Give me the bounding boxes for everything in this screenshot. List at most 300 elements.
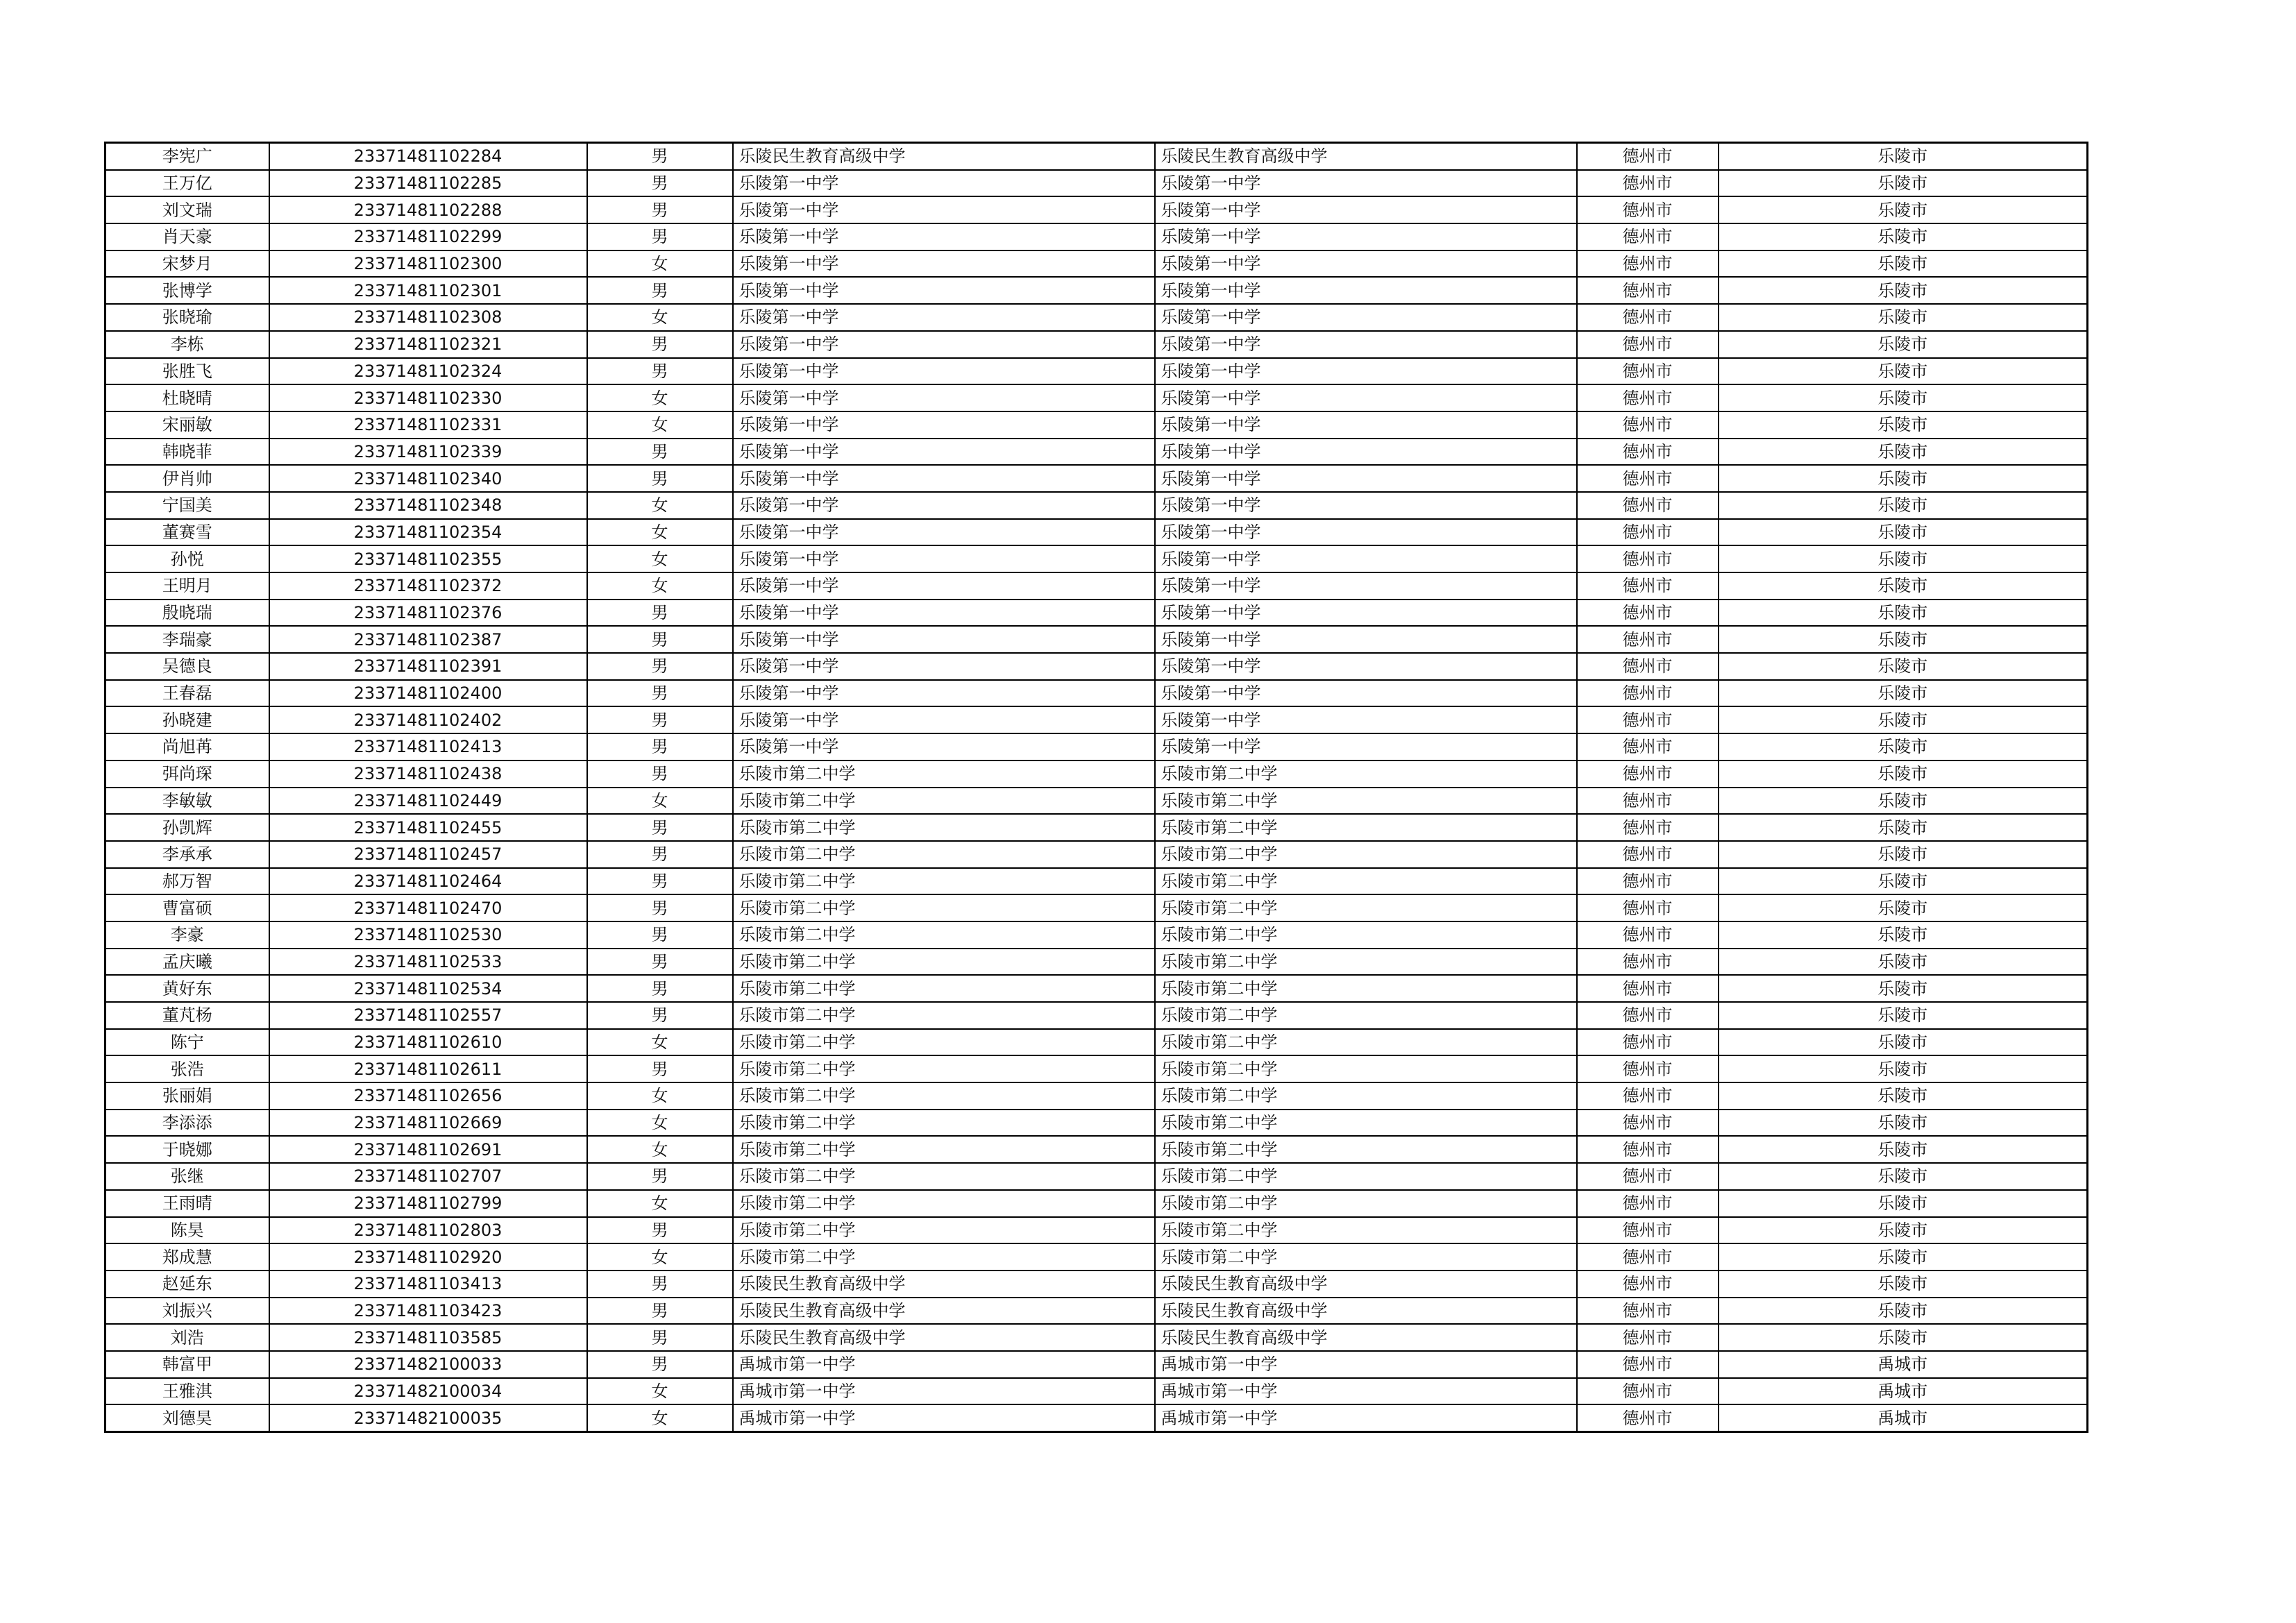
gender-cell: 男 — [587, 1324, 733, 1351]
name-cell: 孙悦 — [105, 545, 269, 572]
school-cell: 乐陵第一中学 — [733, 439, 1155, 466]
exam-id-cell: 23371482100033 — [269, 1351, 587, 1378]
registered-school-cell: 乐陵第一中学 — [1155, 196, 1577, 223]
county-cell: 乐陵市 — [1719, 841, 2088, 868]
county-cell: 乐陵市 — [1719, 760, 2088, 788]
county-cell: 乐陵市 — [1719, 411, 2088, 439]
city-cell: 德州市 — [1577, 1082, 1719, 1110]
table-row — [105, 519, 2088, 546]
name-cell: 董赛雪 — [105, 519, 269, 546]
school-cell: 乐陵民生教育高级中学 — [733, 1324, 1155, 1351]
exam-id-cell: 23371481102330 — [269, 384, 587, 411]
table-row — [105, 921, 2088, 949]
county-cell: 乐陵市 — [1719, 143, 2088, 170]
name-cell: 于晓娜 — [105, 1136, 269, 1163]
county-cell: 乐陵市 — [1719, 1002, 2088, 1029]
table-row — [105, 545, 2088, 572]
exam-id-cell: 23371481102803 — [269, 1217, 587, 1244]
school-cell: 乐陵市第二中学 — [733, 814, 1155, 841]
registered-school-cell: 乐陵市第二中学 — [1155, 1163, 1577, 1190]
city-cell: 德州市 — [1577, 545, 1719, 572]
school-cell: 乐陵第一中学 — [733, 411, 1155, 439]
registered-school-cell: 乐陵市第二中学 — [1155, 1082, 1577, 1110]
registered-school-cell: 乐陵市第二中学 — [1155, 949, 1577, 976]
county-cell: 乐陵市 — [1719, 653, 2088, 680]
gender-cell: 男 — [587, 894, 733, 921]
gender-cell: 女 — [587, 304, 733, 331]
city-cell: 德州市 — [1577, 277, 1719, 304]
school-cell: 乐陵市第二中学 — [733, 921, 1155, 949]
name-cell: 董芃杨 — [105, 1002, 269, 1029]
registered-school-cell: 禹城市第一中学 — [1155, 1378, 1577, 1405]
city-cell: 德州市 — [1577, 465, 1719, 492]
school-cell: 乐陵市第二中学 — [733, 1190, 1155, 1217]
table-row — [105, 1351, 2088, 1378]
gender-cell: 男 — [587, 814, 733, 841]
name-cell: 宁国美 — [105, 492, 269, 519]
gender-cell: 男 — [587, 1298, 733, 1325]
table-row — [105, 223, 2088, 250]
school-cell: 乐陵第一中学 — [733, 519, 1155, 546]
county-cell: 乐陵市 — [1719, 733, 2088, 760]
table-row — [105, 1271, 2088, 1298]
county-cell: 乐陵市 — [1719, 492, 2088, 519]
gender-cell: 女 — [587, 1378, 733, 1405]
city-cell: 德州市 — [1577, 1163, 1719, 1190]
county-cell: 乐陵市 — [1719, 814, 2088, 841]
table-row — [105, 788, 2088, 815]
table-row — [105, 733, 2088, 760]
exam-id-cell: 23371481102324 — [269, 358, 587, 385]
city-cell: 德州市 — [1577, 1055, 1719, 1082]
city-cell: 德州市 — [1577, 1217, 1719, 1244]
gender-cell: 女 — [587, 250, 733, 278]
table-body — [105, 143, 2088, 1432]
county-cell: 乐陵市 — [1719, 170, 2088, 197]
gender-cell: 男 — [587, 170, 733, 197]
gender-cell: 男 — [587, 841, 733, 868]
county-cell: 乐陵市 — [1719, 1324, 2088, 1351]
registered-school-cell: 乐陵市第二中学 — [1155, 1055, 1577, 1082]
exam-id-cell: 23371481102400 — [269, 680, 587, 707]
table-row — [105, 975, 2088, 1002]
gender-cell: 男 — [587, 680, 733, 707]
gender-cell: 男 — [587, 975, 733, 1002]
county-cell: 乐陵市 — [1719, 1298, 2088, 1325]
exam-id-cell: 23371481102610 — [269, 1029, 587, 1056]
registered-school-cell: 乐陵第一中学 — [1155, 331, 1577, 358]
name-cell: 韩晓菲 — [105, 439, 269, 466]
county-cell: 乐陵市 — [1719, 384, 2088, 411]
city-cell: 德州市 — [1577, 921, 1719, 949]
name-cell: 郑成慧 — [105, 1243, 269, 1271]
school-cell: 乐陵市第二中学 — [733, 1136, 1155, 1163]
name-cell: 李豪 — [105, 921, 269, 949]
registered-school-cell: 乐陵第一中学 — [1155, 358, 1577, 385]
gender-cell: 男 — [587, 358, 733, 385]
city-cell: 德州市 — [1577, 1378, 1719, 1405]
registered-school-cell: 乐陵市第二中学 — [1155, 760, 1577, 788]
registered-school-cell: 乐陵市第二中学 — [1155, 814, 1577, 841]
city-cell: 德州市 — [1577, 733, 1719, 760]
city-cell: 德州市 — [1577, 814, 1719, 841]
name-cell: 刘浩 — [105, 1324, 269, 1351]
registered-school-cell: 乐陵第一中学 — [1155, 492, 1577, 519]
exam-id-cell: 23371481102413 — [269, 733, 587, 760]
gender-cell: 男 — [587, 653, 733, 680]
city-cell: 德州市 — [1577, 250, 1719, 278]
county-cell: 禹城市 — [1719, 1404, 2088, 1431]
county-cell: 乐陵市 — [1719, 545, 2088, 572]
school-cell: 乐陵市第二中学 — [733, 1217, 1155, 1244]
name-cell: 张丽娟 — [105, 1082, 269, 1110]
school-cell: 乐陵市第二中学 — [733, 894, 1155, 921]
exam-id-cell: 23371481102557 — [269, 1002, 587, 1029]
registered-school-cell: 乐陵市第二中学 — [1155, 975, 1577, 1002]
school-cell: 乐陵民生教育高级中学 — [733, 1271, 1155, 1298]
exam-id-cell: 23371481102300 — [269, 250, 587, 278]
exam-id-cell: 23371481102611 — [269, 1055, 587, 1082]
table-row — [105, 760, 2088, 788]
table-row — [105, 1324, 2088, 1351]
table-row — [105, 653, 2088, 680]
city-cell: 德州市 — [1577, 1351, 1719, 1378]
exam-id-cell: 23371481102669 — [269, 1110, 587, 1137]
school-cell: 乐陵市第二中学 — [733, 1243, 1155, 1271]
exam-id-cell: 23371481102284 — [269, 143, 587, 170]
student-list-table — [104, 142, 2088, 1433]
county-cell: 乐陵市 — [1719, 921, 2088, 949]
name-cell: 李宪广 — [105, 143, 269, 170]
table-row — [105, 411, 2088, 439]
county-cell: 乐陵市 — [1719, 250, 2088, 278]
county-cell: 乐陵市 — [1719, 868, 2088, 895]
table-row — [105, 626, 2088, 653]
table-row — [105, 143, 2088, 170]
name-cell: 张博学 — [105, 277, 269, 304]
county-cell: 乐陵市 — [1719, 680, 2088, 707]
table-row — [105, 841, 2088, 868]
school-cell: 禹城市第一中学 — [733, 1378, 1155, 1405]
exam-id-cell: 23371481102438 — [269, 760, 587, 788]
registered-school-cell: 乐陵第一中学 — [1155, 223, 1577, 250]
name-cell: 刘振兴 — [105, 1298, 269, 1325]
city-cell: 德州市 — [1577, 384, 1719, 411]
exam-id-cell: 23371481103585 — [269, 1324, 587, 1351]
exam-id-cell: 23371481102449 — [269, 788, 587, 815]
city-cell: 德州市 — [1577, 143, 1719, 170]
gender-cell: 男 — [587, 331, 733, 358]
school-cell: 乐陵市第二中学 — [733, 1029, 1155, 1056]
city-cell: 德州市 — [1577, 680, 1719, 707]
school-cell: 乐陵第一中学 — [733, 196, 1155, 223]
county-cell: 禹城市 — [1719, 1351, 2088, 1378]
city-cell: 德州市 — [1577, 653, 1719, 680]
school-cell: 乐陵市第二中学 — [733, 868, 1155, 895]
city-cell: 德州市 — [1577, 439, 1719, 466]
name-cell: 刘文瑞 — [105, 196, 269, 223]
table-row — [105, 1378, 2088, 1405]
school-cell: 禹城市第一中学 — [733, 1351, 1155, 1378]
city-cell: 德州市 — [1577, 196, 1719, 223]
registered-school-cell: 乐陵民生教育高级中学 — [1155, 143, 1577, 170]
exam-id-cell: 23371481102691 — [269, 1136, 587, 1163]
school-cell: 乐陵第一中学 — [733, 465, 1155, 492]
gender-cell: 男 — [587, 1217, 733, 1244]
exam-id-cell: 23371481102288 — [269, 196, 587, 223]
county-cell: 乐陵市 — [1719, 465, 2088, 492]
exam-id-cell: 23371481102402 — [269, 706, 587, 733]
exam-id-cell: 23371481102308 — [269, 304, 587, 331]
name-cell: 李添添 — [105, 1110, 269, 1137]
exam-id-cell: 23371481102799 — [269, 1190, 587, 1217]
registered-school-cell: 乐陵市第二中学 — [1155, 894, 1577, 921]
exam-id-cell: 23371481102920 — [269, 1243, 587, 1271]
gender-cell: 男 — [587, 439, 733, 466]
county-cell: 乐陵市 — [1719, 626, 2088, 653]
name-cell: 刘德昊 — [105, 1404, 269, 1431]
name-cell: 李承承 — [105, 841, 269, 868]
registered-school-cell: 禹城市第一中学 — [1155, 1404, 1577, 1431]
gender-cell: 男 — [587, 1055, 733, 1082]
school-cell: 乐陵市第二中学 — [733, 975, 1155, 1002]
school-cell: 乐陵第一中学 — [733, 277, 1155, 304]
city-cell: 德州市 — [1577, 1190, 1719, 1217]
name-cell: 王明月 — [105, 572, 269, 600]
exam-id-cell: 23371481102321 — [269, 331, 587, 358]
school-cell: 乐陵市第二中学 — [733, 1002, 1155, 1029]
gender-cell: 女 — [587, 1082, 733, 1110]
name-cell: 陈宁 — [105, 1029, 269, 1056]
gender-cell: 女 — [587, 1029, 733, 1056]
gender-cell: 男 — [587, 223, 733, 250]
registered-school-cell: 乐陵市第二中学 — [1155, 788, 1577, 815]
school-cell: 乐陵市第二中学 — [733, 788, 1155, 815]
table-row — [105, 680, 2088, 707]
school-cell: 乐陵第一中学 — [733, 384, 1155, 411]
school-cell: 乐陵第一中学 — [733, 331, 1155, 358]
exam-id-cell: 23371481102707 — [269, 1163, 587, 1190]
registered-school-cell: 乐陵第一中学 — [1155, 304, 1577, 331]
exam-id-cell: 23371481102391 — [269, 653, 587, 680]
table-row — [105, 600, 2088, 627]
city-cell: 德州市 — [1577, 975, 1719, 1002]
registered-school-cell: 乐陵第一中学 — [1155, 626, 1577, 653]
gender-cell: 女 — [587, 492, 733, 519]
name-cell: 宋丽敏 — [105, 411, 269, 439]
city-cell: 德州市 — [1577, 1002, 1719, 1029]
school-cell: 乐陵市第二中学 — [733, 1055, 1155, 1082]
name-cell: 韩富甲 — [105, 1351, 269, 1378]
county-cell: 乐陵市 — [1719, 600, 2088, 627]
gender-cell: 男 — [587, 600, 733, 627]
registered-school-cell: 乐陵第一中学 — [1155, 653, 1577, 680]
gender-cell: 男 — [587, 760, 733, 788]
registered-school-cell: 乐陵市第二中学 — [1155, 1243, 1577, 1271]
registered-school-cell: 乐陵第一中学 — [1155, 545, 1577, 572]
registered-school-cell: 乐陵第一中学 — [1155, 600, 1577, 627]
city-cell: 德州市 — [1577, 170, 1719, 197]
table-row — [105, 1190, 2088, 1217]
registered-school-cell: 乐陵第一中学 — [1155, 519, 1577, 546]
registered-school-cell: 乐陵第一中学 — [1155, 680, 1577, 707]
registered-school-cell: 乐陵第一中学 — [1155, 733, 1577, 760]
name-cell: 王万亿 — [105, 170, 269, 197]
county-cell: 乐陵市 — [1719, 1271, 2088, 1298]
exam-id-cell: 23371481102470 — [269, 894, 587, 921]
county-cell: 乐陵市 — [1719, 519, 2088, 546]
gender-cell: 男 — [587, 706, 733, 733]
name-cell: 黄好东 — [105, 975, 269, 1002]
school-cell: 禹城市第一中学 — [733, 1404, 1155, 1431]
exam-id-cell: 23371481102285 — [269, 170, 587, 197]
exam-id-cell: 23371481102331 — [269, 411, 587, 439]
school-cell: 乐陵第一中学 — [733, 626, 1155, 653]
exam-id-cell: 23371481103413 — [269, 1271, 587, 1298]
exam-id-cell: 23371482100035 — [269, 1404, 587, 1431]
table-row — [105, 277, 2088, 304]
name-cell: 张胜飞 — [105, 358, 269, 385]
table-row — [105, 1029, 2088, 1056]
county-cell: 乐陵市 — [1719, 1136, 2088, 1163]
gender-cell: 女 — [587, 1190, 733, 1217]
name-cell: 孟庆曦 — [105, 949, 269, 976]
school-cell: 乐陵第一中学 — [733, 572, 1155, 600]
table-row — [105, 439, 2088, 466]
school-cell: 乐陵市第二中学 — [733, 1163, 1155, 1190]
school-cell: 乐陵第一中学 — [733, 223, 1155, 250]
registered-school-cell: 乐陵市第二中学 — [1155, 1136, 1577, 1163]
city-cell: 德州市 — [1577, 519, 1719, 546]
county-cell: 乐陵市 — [1719, 1190, 2088, 1217]
name-cell: 陈昊 — [105, 1217, 269, 1244]
city-cell: 德州市 — [1577, 1243, 1719, 1271]
table-row — [105, 465, 2088, 492]
county-cell: 乐陵市 — [1719, 975, 2088, 1002]
exam-id-cell: 23371481103423 — [269, 1298, 587, 1325]
name-cell: 张晓瑜 — [105, 304, 269, 331]
name-cell: 孙凯辉 — [105, 814, 269, 841]
registered-school-cell: 乐陵市第二中学 — [1155, 1002, 1577, 1029]
gender-cell: 女 — [587, 788, 733, 815]
table-row — [105, 250, 2088, 278]
gender-cell: 男 — [587, 277, 733, 304]
table-row — [105, 331, 2088, 358]
registered-school-cell: 乐陵第一中学 — [1155, 706, 1577, 733]
school-cell: 乐陵第一中学 — [733, 304, 1155, 331]
county-cell: 乐陵市 — [1719, 1243, 2088, 1271]
registered-school-cell: 乐陵第一中学 — [1155, 250, 1577, 278]
gender-cell: 男 — [587, 733, 733, 760]
gender-cell: 女 — [587, 519, 733, 546]
city-cell: 德州市 — [1577, 868, 1719, 895]
table-row — [105, 358, 2088, 385]
gender-cell: 女 — [587, 572, 733, 600]
city-cell: 德州市 — [1577, 1029, 1719, 1056]
city-cell: 德州市 — [1577, 949, 1719, 976]
school-cell: 乐陵第一中学 — [733, 170, 1155, 197]
city-cell: 德州市 — [1577, 1404, 1719, 1431]
gender-cell: 男 — [587, 1002, 733, 1029]
school-cell: 乐陵第一中学 — [733, 545, 1155, 572]
county-cell: 乐陵市 — [1719, 1029, 2088, 1056]
city-cell: 德州市 — [1577, 1110, 1719, 1137]
gender-cell: 女 — [587, 1243, 733, 1271]
name-cell: 张浩 — [105, 1055, 269, 1082]
table-row — [105, 706, 2088, 733]
name-cell: 曹富硕 — [105, 894, 269, 921]
gender-cell: 女 — [587, 1136, 733, 1163]
school-cell: 乐陵民生教育高级中学 — [733, 143, 1155, 170]
registered-school-cell: 乐陵市第二中学 — [1155, 1110, 1577, 1137]
exam-id-cell: 23371481102387 — [269, 626, 587, 653]
city-cell: 德州市 — [1577, 411, 1719, 439]
gender-cell: 女 — [587, 1110, 733, 1137]
gender-cell: 男 — [587, 1163, 733, 1190]
name-cell: 宋梦月 — [105, 250, 269, 278]
exam-id-cell: 23371481102464 — [269, 868, 587, 895]
exam-id-cell: 23371481102339 — [269, 439, 587, 466]
county-cell: 乐陵市 — [1719, 223, 2088, 250]
county-cell: 禹城市 — [1719, 1378, 2088, 1405]
table-row — [105, 170, 2088, 197]
city-cell: 德州市 — [1577, 788, 1719, 815]
registered-school-cell: 乐陵民生教育高级中学 — [1155, 1298, 1577, 1325]
county-cell: 乐陵市 — [1719, 1082, 2088, 1110]
exam-id-cell: 23371481102355 — [269, 545, 587, 572]
name-cell: 李瑞豪 — [105, 626, 269, 653]
exam-id-cell: 23371481102534 — [269, 975, 587, 1002]
name-cell: 李栋 — [105, 331, 269, 358]
exam-id-cell: 23371481102455 — [269, 814, 587, 841]
county-cell: 乐陵市 — [1719, 706, 2088, 733]
county-cell: 乐陵市 — [1719, 196, 2088, 223]
name-cell: 王雨晴 — [105, 1190, 269, 1217]
gender-cell: 女 — [587, 384, 733, 411]
city-cell: 德州市 — [1577, 1298, 1719, 1325]
table-row — [105, 492, 2088, 519]
county-cell: 乐陵市 — [1719, 572, 2088, 600]
registered-school-cell: 乐陵第一中学 — [1155, 465, 1577, 492]
gender-cell: 男 — [587, 143, 733, 170]
table-row — [105, 572, 2088, 600]
school-cell: 乐陵第一中学 — [733, 358, 1155, 385]
city-cell: 德州市 — [1577, 1324, 1719, 1351]
name-cell: 弭尚琛 — [105, 760, 269, 788]
city-cell: 德州市 — [1577, 572, 1719, 600]
name-cell: 郝万智 — [105, 868, 269, 895]
name-cell: 王春磊 — [105, 680, 269, 707]
school-cell: 乐陵市第二中学 — [733, 1082, 1155, 1110]
county-cell: 乐陵市 — [1719, 949, 2088, 976]
county-cell: 乐陵市 — [1719, 788, 2088, 815]
city-cell: 德州市 — [1577, 626, 1719, 653]
school-cell: 乐陵市第二中学 — [733, 841, 1155, 868]
registered-school-cell: 乐陵第一中学 — [1155, 572, 1577, 600]
exam-id-cell: 23371481102530 — [269, 921, 587, 949]
registered-school-cell: 乐陵民生教育高级中学 — [1155, 1271, 1577, 1298]
exam-id-cell: 23371481102340 — [269, 465, 587, 492]
county-cell: 乐陵市 — [1719, 331, 2088, 358]
school-cell: 乐陵第一中学 — [733, 492, 1155, 519]
table-row — [105, 894, 2088, 921]
county-cell: 乐陵市 — [1719, 894, 2088, 921]
table-row — [105, 196, 2088, 223]
city-cell: 德州市 — [1577, 706, 1719, 733]
name-cell: 肖天豪 — [105, 223, 269, 250]
name-cell: 杜晓晴 — [105, 384, 269, 411]
gender-cell: 男 — [587, 626, 733, 653]
